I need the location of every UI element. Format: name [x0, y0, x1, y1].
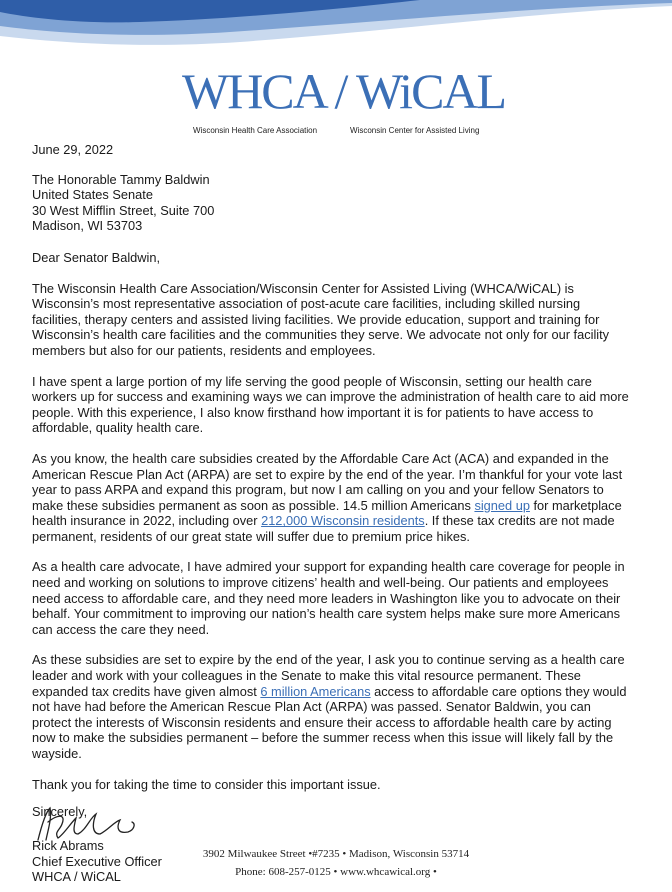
header-swoosh [0, 0, 672, 60]
recipient-address [32, 172, 632, 234]
salutation: Dear Senator Baldwin, [32, 249, 161, 265]
letter-body [32, 134, 632, 885]
six-million-americans-link[interactable]: 6 million Americans [260, 683, 371, 699]
signer-org: WHCA / WiCAL [32, 869, 121, 885]
paragraph-5-text: access to affordable care options they would not have had before the American Rescue Plan Act (ARPA) was passed. Senator Baldwin, you can protect the interests of Wisconsin residents and ensure their access to affordable health care by acting now to make the subsidies permanent – before the summer recess when this issue will likely fall by the wayside. [32, 683, 627, 761]
recipient-line: 30 West Mifflin Street, Suite 700 [32, 202, 215, 218]
closing-line: Thank you for taking the time to consider this important issue. [32, 776, 381, 792]
logo-subtitle-whca: Wisconsin Health Care Association [193, 126, 318, 135]
signed-up-link[interactable]: signed up [474, 497, 530, 513]
paragraph-3-text: for marketplace health insurance in 2022, including over [32, 497, 622, 529]
signer-name: Rick Abrams [32, 838, 104, 854]
paragraph-3-text: . If these tax credits are not made permanent, residents of our great state will suffer due to premium price hikes. [32, 513, 615, 544]
footer-address: 3902 Milwaukee Street •#7235 • Madison, Wisconsin 53714 [202, 848, 470, 860]
paragraph-4: As a health care advocate, I have admired your support for expanding health care coverage for people in need and working on solutions to improve citizens’ health and well-being. Our patients and employees need access to affordable care, and they need more leaders in Washington like you to advocate on their behalf. Your commitment to improving our nation’s health care system helps make sure more Americans can access the care they need. [32, 559, 625, 637]
paragraph-3-text: As you know, the health care subsidies created by the Affordable Care Act (ACA) and expanded in the American Rescue Plan Act (ARPA) are set to expire by the end of the year. I’m thankful for your vote last year to pass ARPA and expand this program, but now I am calling on you and your fellow Senators to make these subsidies permanent as soon as possible. 14.5 million Americans [32, 450, 623, 513]
footer-contact: Phone: 608-257-0125 • www.whcawical.org • [235, 866, 437, 878]
paragraph-5 [32, 652, 632, 761]
recipient-line: Madison, WI 53703 [32, 218, 143, 234]
paragraph-2: I have spent a large portion of my life serving the good people of Wisconsin, setting our health care workers up for success and examining ways we can improve the administration of health care to aid more people. With this experience, I also know firsthand how important it is for patients to have access to affordable, quality health care. [32, 373, 629, 436]
paragraph-3 [32, 451, 632, 545]
signoff: Sincerely, [32, 804, 88, 820]
org-logo: WHCA / WiCAL [182, 63, 506, 119]
recipient-line: United States Senate [32, 187, 153, 203]
wisconsin-residents-link[interactable]: 212,000 Wisconsin residents [261, 513, 425, 529]
letter-date: June 29, 2022 [32, 142, 114, 157]
recipient-line: The Honorable Tammy Baldwin [32, 171, 210, 187]
paragraph-5-text: As these subsidies are set to expire by the end of the year, I ask you to continue serving as a health care leader and work with your colleagues in the Senate to make this vital resource permanent. These expanded tax credits have given almost [32, 652, 625, 699]
paragraph-1: The Wisconsin Health Care Association/Wisconsin Center for Assisted Living (WHCA/WiCAL) is Wisconsin’s most representative association of post-acute care facilities, including skilled nursing facilities, therapy centers and assisted living facilities. We provide education, support and training for Wisconsin’s health care facilities and the communities they serve. We advocate not only for our facility members but also for our patients, residents and employees. [32, 280, 610, 358]
logo-subtitle-wical: Wisconsin Center for Assisted Living [350, 126, 480, 135]
signer-title: Chief Executive Officer [32, 853, 162, 869]
